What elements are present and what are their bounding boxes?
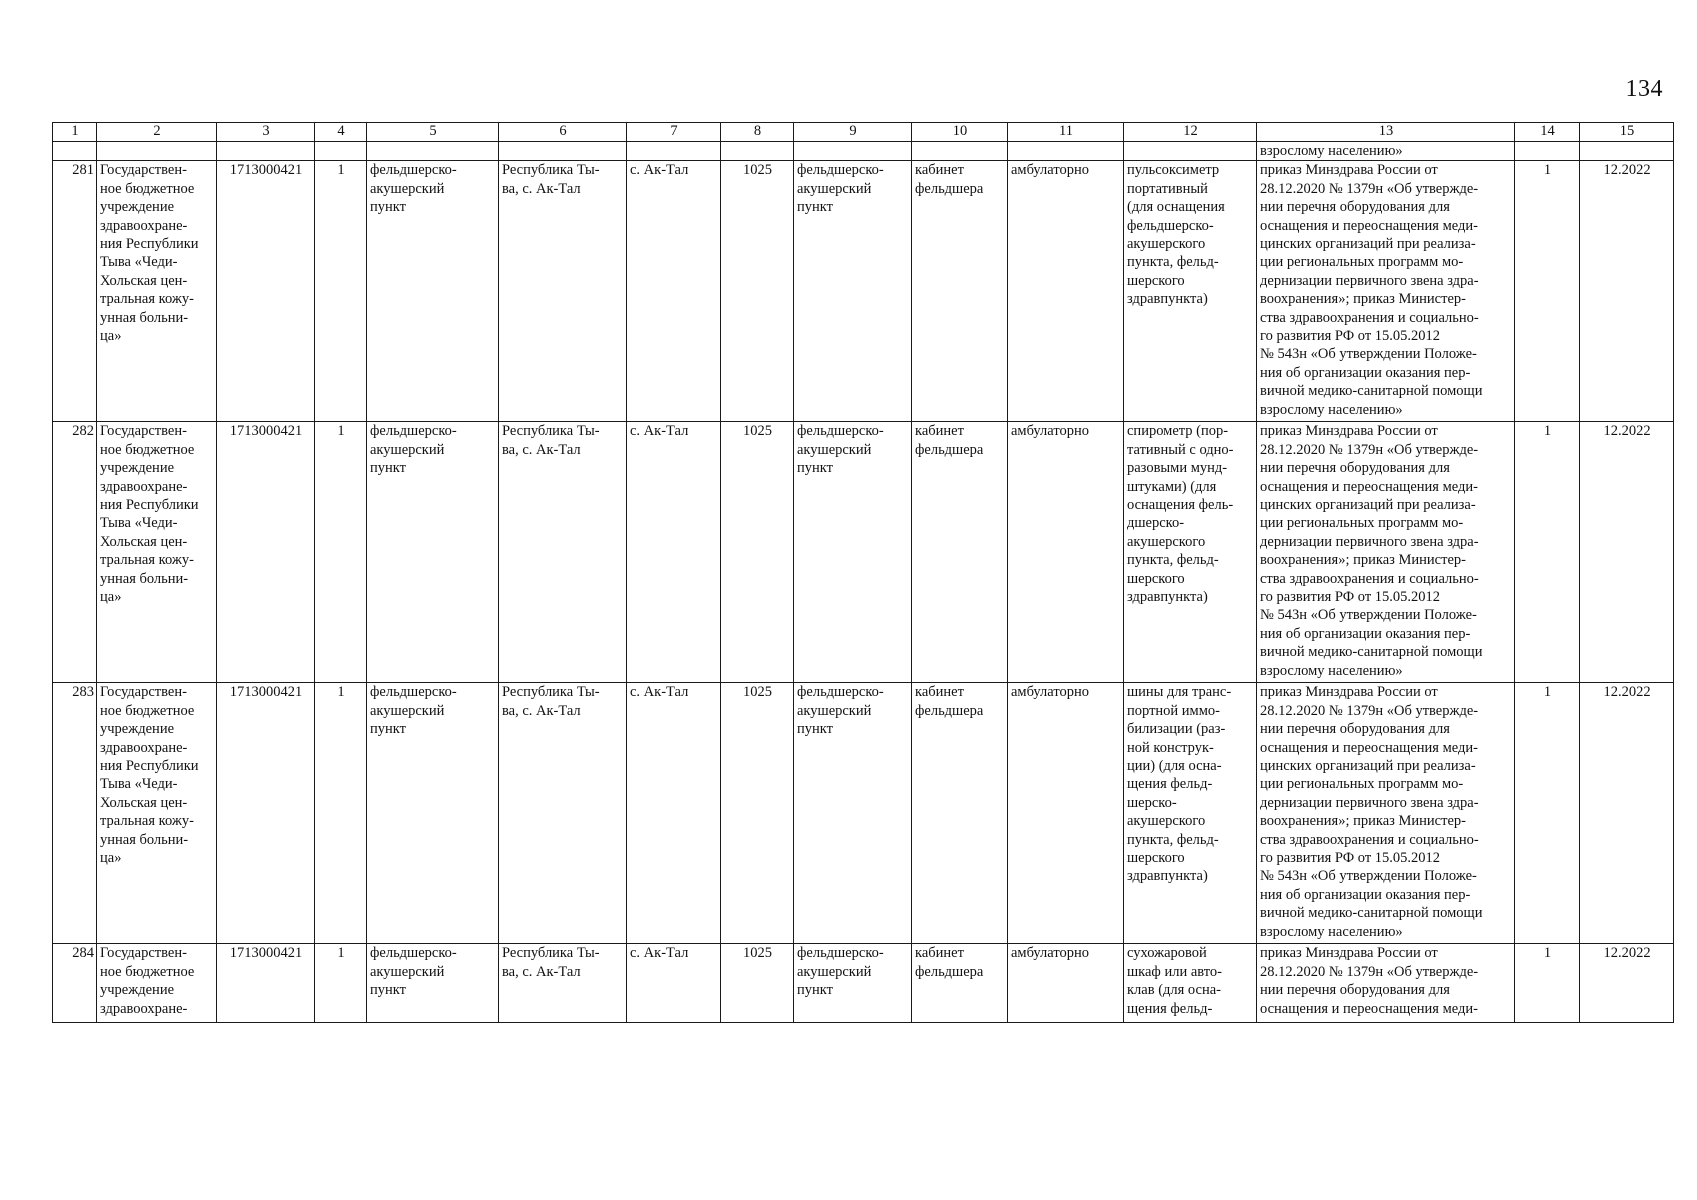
column-number-header-row [53,123,1674,142]
table-row [53,422,1674,683]
column-header-9: 9 [794,123,912,142]
column-header-6: 6 [499,123,627,142]
row-number: 281 [53,161,97,422]
room: кабинет фельдшера [912,422,1008,683]
equipment-count: 1 [1515,161,1580,422]
organization-name: Государствен- ное бюджетное учреждение здравоохране- ния Республики Тыва «Чеди- Хольская цен- тральная кожу- унная больни- ца» [97,683,217,944]
equipment-name: шины для транс- портной иммо- билизации (раз- ной конструк- ции) (для осна- щения фельд- шерско- акушерского пункта, фельд- шерского здравпункта) [1124,683,1257,944]
column-header-11: 11 [1008,123,1124,142]
organization-name: Государствен- ное бюджетное учреждение здравоохране- ния Республики Тыва «Чеди- Хольская цен- тральная кожу- унная больни- ца» [97,422,217,683]
equipment-count: 1 [1515,683,1580,944]
column-4-value: 1 [315,161,367,422]
population: 1025 [721,683,794,944]
facility-address: Республика Ты- ва, с. Ак-Тал [499,944,627,1023]
unit-type: фельдшерско- акушерский пункт [794,422,912,683]
delivery-date: 12.2022 [1580,422,1674,683]
column-4-value: 1 [315,944,367,1023]
unit-type: фельдшерско- акушерский пункт [794,161,912,422]
row-number: 284 [53,944,97,1023]
care-form: амбулаторно [1008,683,1124,944]
column-header-7: 7 [627,123,721,142]
column-header-13: 13 [1257,123,1515,142]
unit-type: фельдшерско- акушерский пункт [794,944,912,1023]
population: 1025 [721,944,794,1023]
settlement: с. Ак-Тал [627,683,721,944]
legal-basis: приказ Минздрава России от 28.12.2020 № 1379н «Об утвержде- нии перечня оборудования для оснащения и переоснащения меди- [1257,944,1515,1023]
legal-basis: приказ Минздрава России от 28.12.2020 № 1379н «Об утвержде- нии перечня оборудования для оснащения и переоснащения меди- цинских организаций при реализа- ции региональных программ мо- дернизации первичного звена здра- воохранения»; приказ Министер- ства здравоохранения и социально- го развития РФ от 15.05.2012 № 543н «Об утверждении Положе- ния об организации оказания пер- вичной медико-санитарной помощи взрослому населению» [1257,161,1515,422]
column-4-value: 1 [315,683,367,944]
facility-type: фельдшерско- акушерский пункт [367,161,499,422]
column-header-4: 4 [315,123,367,142]
table-row [53,944,1674,1023]
care-form: амбулаторно [1008,422,1124,683]
room: кабинет фельдшера [912,944,1008,1023]
care-form: амбулаторно [1008,944,1124,1023]
continuation-row [53,142,1674,161]
settlement: с. Ак-Тал [627,944,721,1023]
column-4-value: 1 [315,422,367,683]
inn: 1713000421 [217,683,315,944]
inn: 1713000421 [217,422,315,683]
equipment-count: 1 [1515,944,1580,1023]
facility-type: фельдшерско- акушерский пункт [367,683,499,944]
facility-address: Республика Ты- ва, с. Ак-Тал [499,683,627,944]
population: 1025 [721,422,794,683]
equipment-count: 1 [1515,422,1580,683]
equipment-name: сухожаровой шкаф или авто- клав (для осна- щения фельд- [1124,944,1257,1023]
facility-address: Республика Ты- ва, с. Ак-Тал [499,161,627,422]
column-header-15: 15 [1580,123,1674,142]
delivery-date: 12.2022 [1580,683,1674,944]
legal-basis: приказ Минздрава России от 28.12.2020 № 1379н «Об утвержде- нии перечня оборудования для оснащения и переоснащения меди- цинских организаций при реализа- ции региональных программ мо- дернизации первичного звена здра- воохранения»; приказ Министер- ства здравоохранения и социально- го развития РФ от 15.05.2012 № 543н «Об утверждении Положе- ния об организации оказания пер- вичной медико-санитарной помощи взрослому населению» [1257,683,1515,944]
delivery-date: 12.2022 [1580,944,1674,1023]
column-header-12: 12 [1124,123,1257,142]
population: 1025 [721,161,794,422]
column-header-10: 10 [912,123,1008,142]
organization-name: Государствен- ное бюджетное учреждение здравоохране- ния Республики Тыва «Чеди- Хольская цен- тральная кожу- унная больни- ца» [97,161,217,422]
room: кабинет фельдшера [912,161,1008,422]
row-number: 282 [53,422,97,683]
facility-type: фельдшерско- акушерский пункт [367,422,499,683]
delivery-date: 12.2022 [1580,161,1674,422]
table-row [53,161,1674,422]
column-header-1: 1 [53,123,97,142]
room: кабинет фельдшера [912,683,1008,944]
organization-name: Государствен- ное бюджетное учреждение здравоохране- [97,944,217,1023]
facility-address: Республика Ты- ва, с. Ак-Тал [499,422,627,683]
equipment-name: пульсоксиметр портативный (для оснащения фельдшерско- акушерского пункта, фельд- шерского здравпункта) [1124,161,1257,422]
inn: 1713000421 [217,944,315,1023]
facility-type: фельдшерско- акушерский пункт [367,944,499,1023]
settlement: с. Ак-Тал [627,422,721,683]
column-header-8: 8 [721,123,794,142]
unit-type: фельдшерско- акушерский пункт [794,683,912,944]
care-form: амбулаторно [1008,161,1124,422]
settlement: с. Ак-Тал [627,161,721,422]
equipment-registry-table [52,122,1674,1023]
column-header-14: 14 [1515,123,1580,142]
equipment-name: спирометр (пор- тативный с одно- разовыми мунд- штуками) (для оснащения фель- дшерско- акушерского пункта, фельд- шерского здравпункта) [1124,422,1257,683]
legal-basis: приказ Минздрава России от 28.12.2020 № 1379н «Об утвержде- нии перечня оборудования для оснащения и переоснащения меди- цинских организаций при реализа- ции региональных программ мо- дернизации первичного звена здра- воохранения»; приказ Министер- ства здравоохранения и социально- го развития РФ от 15.05.2012 № 543н «Об утверждении Положе- ния об организации оказания пер- вичной медико-санитарной помощи взрослому населению» [1257,422,1515,683]
page-number: 134 [1625,76,1663,102]
table-row [53,683,1674,944]
continuation-basis: взрослому населению» [1257,142,1515,161]
row-number: 283 [53,683,97,944]
column-header-2: 2 [97,123,217,142]
column-header-5: 5 [367,123,499,142]
inn: 1713000421 [217,161,315,422]
column-header-3: 3 [217,123,315,142]
